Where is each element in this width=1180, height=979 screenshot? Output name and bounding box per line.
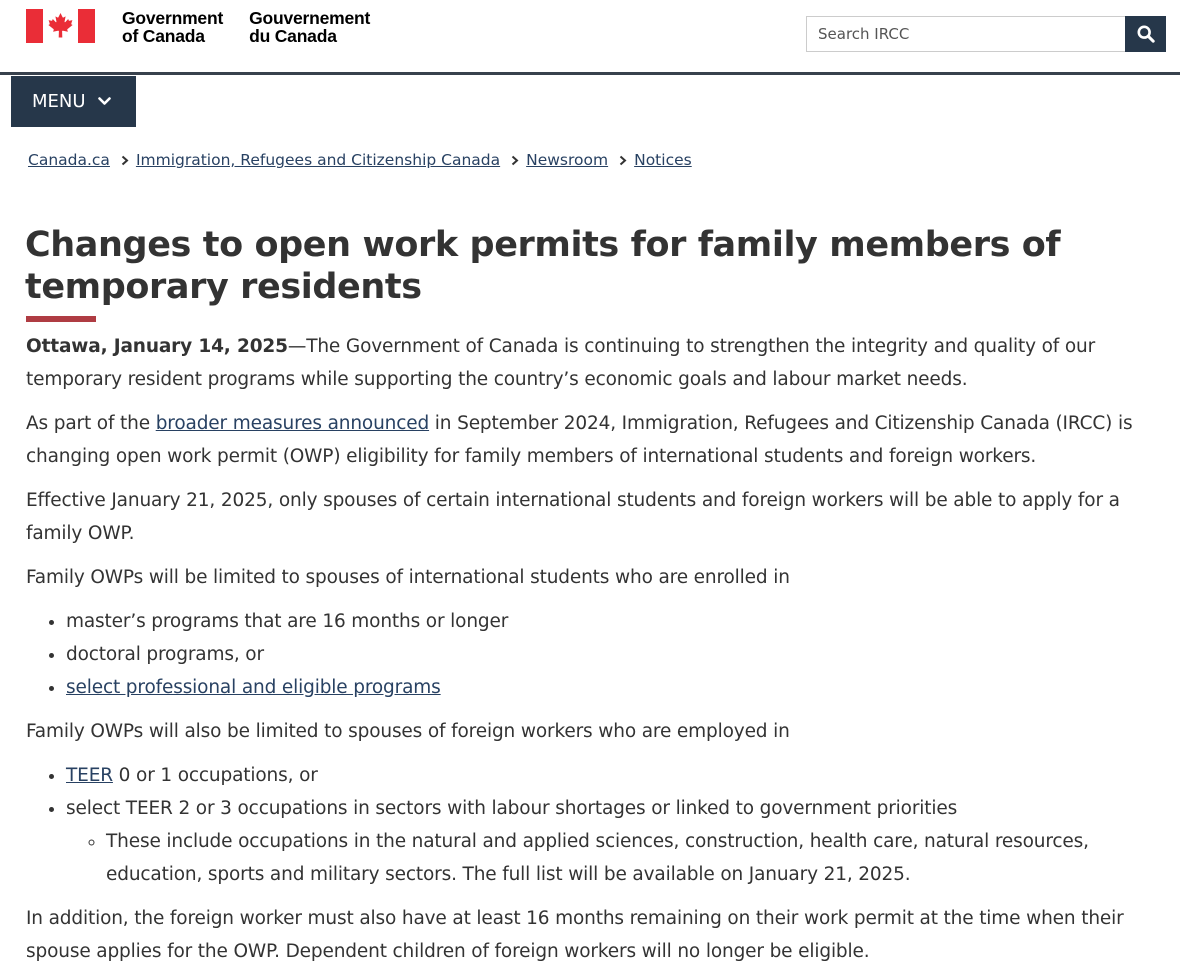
professional-programs-link[interactable]: select professional and eligible programs <box>66 677 441 698</box>
measures-text-after: in September 2024, Immigration, Refugees and Citizenship Canada (IRCC) is changing open work permit (OWP) eligibility for family members of international students and foreign workers. <box>26 413 1133 467</box>
article-body <box>26 330 1166 979</box>
wordmark-english <box>122 9 223 45</box>
measures-text-before: As part of the <box>26 413 156 434</box>
wordmark-french <box>249 9 370 45</box>
chevron-down-icon <box>98 97 111 106</box>
list-item: • doctoral programs, or <box>66 638 1166 671</box>
chevron-right-icon <box>619 155 627 166</box>
paragraph-workers: Family OWPs will also be limited to spouses of foreign workers who are employed in <box>26 721 790 742</box>
students-list <box>26 605 1166 704</box>
workers-sublist <box>66 825 1166 891</box>
menu-button[interactable] <box>11 76 136 127</box>
wordmark-english-line1: Government <box>122 8 224 28</box>
site-header <box>0 0 1180 75</box>
menu-label: MENU <box>32 91 86 112</box>
list-item: ◦ These include occupations in the natural and applied sciences, construction, health care, natural resources, education, sports and military sectors. The full list will be available on January 21, 2025. <box>106 825 1166 891</box>
chevron-right-icon <box>121 155 129 166</box>
breadcrumb-link-ircc[interactable]: Immigration, Refugees and Citizenship Canada <box>135 151 501 169</box>
teer-text: 0 or 1 occupations, or <box>112 765 318 786</box>
teer-link[interactable]: TEER <box>66 765 113 786</box>
list-item <box>66 792 1166 891</box>
paragraph-requirements: In addition, the foreign worker must also have at least 16 months remaining on their work permit at the time when their spouse applies for the OWP. Dependent children of foreign workers will no longer be eligible. <box>26 908 1124 962</box>
page-title: Changes to open work permits for family members of temporary residents <box>25 225 1061 307</box>
breadcrumb <box>28 151 692 169</box>
breadcrumb-link-newsroom[interactable]: Newsroom <box>526 151 609 169</box>
broader-measures-link[interactable]: broader measures announced <box>155 413 430 434</box>
wordmark-english-line2: of Canada <box>122 26 205 46</box>
breadcrumb-link-canada[interactable]: Canada.ca <box>28 151 110 169</box>
chevron-right-icon <box>511 155 519 166</box>
intro-text: —The Government of Canada is continuing to strengthen the integrity and quality of our temporary resident programs while supporting the country’s economic goals and labour market needs. <box>26 336 1096 390</box>
paragraph-students: Family OWPs will be limited to spouses of international students who are enrolled in <box>26 567 790 588</box>
search-input[interactable] <box>806 16 1125 52</box>
government-signature[interactable] <box>26 9 370 45</box>
search-icon <box>1137 25 1155 43</box>
title-underline <box>26 316 96 322</box>
wordmark-french-line2: du Canada <box>249 26 337 46</box>
search-button[interactable] <box>1125 16 1166 52</box>
canada-flag-icon <box>26 9 95 43</box>
list-item <box>66 759 1166 792</box>
paragraph-effective: Effective January 21, 2025, only spouses of certain international students and foreign workers will be able to apply for a family OWP. <box>26 490 1120 544</box>
teer-2-3-text: select TEER 2 or 3 occupations in sectors with labour shortages or linked to government priorities <box>66 798 958 819</box>
breadcrumb-link-notices[interactable]: Notices <box>634 151 692 169</box>
workers-list <box>26 759 1166 891</box>
paragraph-measures <box>26 407 1166 473</box>
list-item <box>66 671 1166 704</box>
dateline: Ottawa, January 14, 2025 <box>26 336 288 357</box>
list-item: • master’s programs that are 16 months or longer <box>66 605 1166 638</box>
paragraph-intro <box>26 330 1166 396</box>
wordmark-french-line1: Gouvernement <box>249 8 371 28</box>
search-form <box>806 16 1166 52</box>
